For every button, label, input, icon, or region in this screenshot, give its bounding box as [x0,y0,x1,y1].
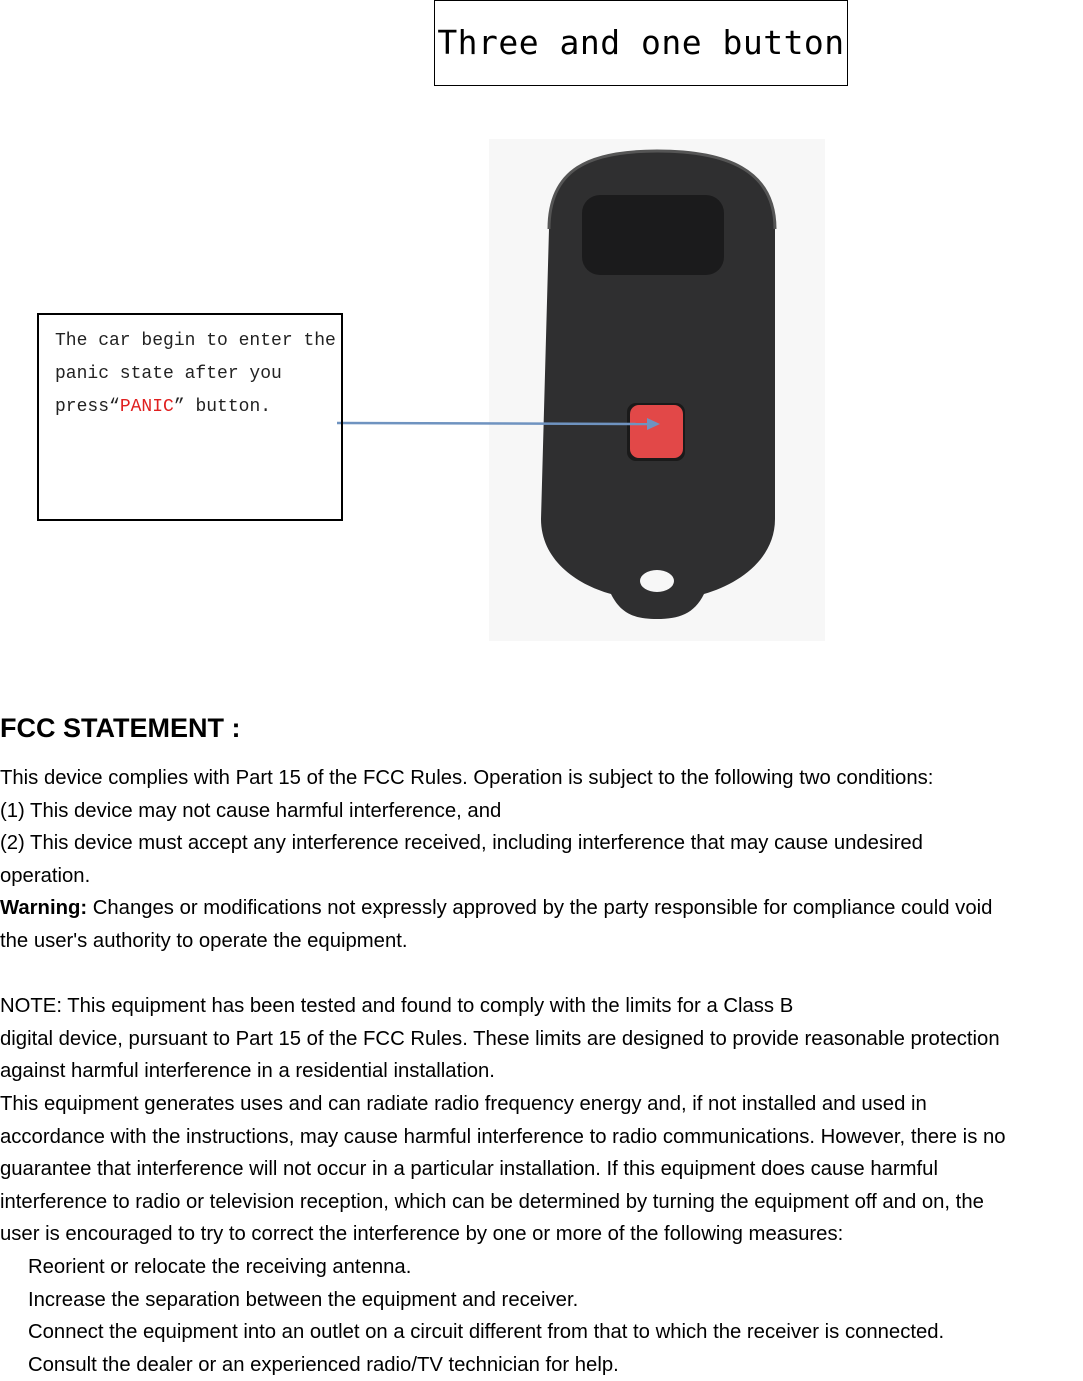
fcc-line: (1) This device may not cause harmful interference, and [0,799,502,822]
fob-window [582,195,724,275]
key-fob-image [489,139,825,641]
note-line: against harmful interference in a residential installation. [0,1060,495,1083]
note-line: interference to radio or television reception, which can be determined by turning the equipment off and on, the [0,1190,984,1213]
note-line: digital device, pursuant to Part 15 of the FCC Rules. These limits are designed to provide reasonable protection [0,1027,1000,1050]
warning-text: Changes or modifications not expressly approved by the party responsible for compliance could void [87,897,993,920]
warning-line [0,892,1083,925]
note-line: accordance with the instructions, may cause harmful interference to radio communications. However, there is no [0,1125,1006,1148]
fcc-statement [0,708,1083,1381]
note-line: panic state after you [55,364,282,384]
note-text: button. [184,397,272,417]
note-line [55,391,341,424]
fcc-line: This device complies with Part 15 of the FCC Rules. Operation is subject to the following two conditions: [0,767,934,789]
quote: “ [109,397,120,417]
title-box: Three and one button [434,0,848,86]
panic-button-image [630,405,683,458]
note-text: press [55,397,110,417]
fcc-line: (2) This device must accept any interference received, including interference that may cause undesired [0,832,923,855]
panic-note-box [37,313,343,521]
note-line: NOTE: This equipment has been tested and found to comply with the limits for a Class B [0,995,794,1018]
fcc-heading: FCC STATEMENT : [0,713,241,743]
measure-item: Increase the separation between the equipment and receiver. [28,1288,579,1311]
note-line: user is encouraged to try to correct the interference by one or more of the following measures: [0,1223,844,1246]
keyring-hole [640,570,674,592]
warning-line: the user's authority to operate the equipment. [0,929,408,952]
measure-item: Consult the dealer or an experienced radio/TV technician for help. [28,1353,619,1376]
measure-item: Reorient or relocate the receiving antenna. [28,1255,412,1278]
note-line: The car begin to enter the [55,331,336,351]
note-line: guarantee that interference will not occur in a particular installation. If this equipment does cause harmful [0,1158,938,1181]
quote: ” [173,397,185,417]
measure-item: Connect the equipment into an outlet on a circuit different from that to which the receiver is connected. [28,1321,945,1344]
fcc-line: operation. [0,864,91,887]
warning-label: Warning: [0,897,88,920]
panic-label: PANIC [119,397,174,417]
note-line: This equipment generates uses and can radiate radio frequency energy and, if not installed and used in [0,1092,927,1115]
